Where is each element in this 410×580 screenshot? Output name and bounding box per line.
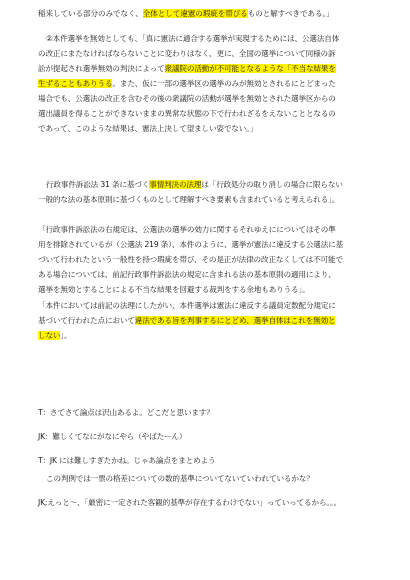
text: ものと解すべきである。」: [247, 9, 334, 18]
paragraph-2: [38, 31, 396, 136]
text-line: [38, 222, 396, 237]
highlighted-text: 事情判決の法理: [149, 180, 202, 189]
text-line: [38, 267, 396, 282]
highlighted-text: 違法である旨を判事するにとどめ、選挙自体はこれを無効と: [134, 316, 336, 325]
text: 選出議員を得ることができないままの異常な状態の下で行われざるをえないこととなるの: [38, 109, 336, 118]
highlighted-text: しない: [38, 331, 61, 340]
text: 「行政事件訴訟法の右規定は、公選法の選挙の効力に関するそれゆえにについてはその準: [38, 225, 336, 234]
text: 基づいて行われた点において: [38, 316, 135, 325]
text-line: [38, 237, 396, 252]
text-line: [38, 192, 396, 207]
text-line: [38, 298, 396, 313]
text: づいて行われたという一般性を持つ瑕疵を帯び、その是正が法律の改正なくしては不可能で: [38, 255, 343, 264]
text: 。また、仮に一部の選挙区の選挙のみが無効とされるにとどまった: [112, 79, 336, 88]
text: 選挙を無効とすることによる不当な結果を回避する裁判をする余地もありうる」。: [38, 285, 310, 294]
text: 訟が提起され選挙無効の判決によって: [38, 64, 165, 73]
highlighted-text: 生ずることもありうる: [38, 79, 113, 88]
text-line: [38, 76, 396, 91]
text: 稲来している部分のみでなく、: [38, 9, 143, 18]
text: 一般的な法の基本原則に基づくものとして理解すべき要素も含まれていると考えられる」。: [38, 195, 340, 204]
dialogue-line: JK;えっと〜、「厳密に一定された客観的基準が存在するわけでない」っていってるから。。。: [38, 498, 342, 507]
dialogue-line: この判例では一票の格差についての数的基準についてないていわれているかな？: [46, 474, 314, 483]
highlighted-text: 衆議院の活動が不可能となるような「不当な結果を: [164, 64, 336, 73]
text-line: [38, 106, 396, 121]
dialogue: [38, 404, 396, 518]
dialogue-line: JK：難しくてなにがなにやら（やばたーん）: [38, 432, 187, 441]
text: ある場合については、前記行政事件訴訟法の規定に含まれる法の基本原則の適用により、: [38, 270, 336, 279]
paragraph-5: [38, 298, 396, 343]
text-line: [38, 252, 396, 267]
text: 場合でも、公選法の改正を含むその後の衆議院の活動が選挙を無効とされた選挙区からの: [38, 94, 336, 103]
text-line: [38, 31, 396, 46]
text-line: [38, 328, 396, 343]
text: であって、このような結果は、憲法上決して望ましい姿でない。」: [38, 124, 258, 133]
paragraph-3: [38, 177, 396, 207]
text: 「本件においては前記の法理にしたがい、本件選挙は憲法に違反する議員定数配分規定に: [38, 301, 336, 310]
text-line: [38, 61, 396, 76]
text-line: [38, 282, 396, 297]
dialogue-line: T：JK には難しすぎたかね。じゃあ論点をまとめよう: [38, 456, 216, 465]
text: は「行政処分の取り消しの場合に限らない: [201, 180, 343, 189]
text-line: [38, 177, 396, 192]
text: 用を排除されているが（公選法 219 条）、本件のように、選挙が憲法に違反する公選法に基: [38, 240, 344, 249]
text-line: [38, 46, 396, 61]
text: の改正にまたなければならないことに変わりはなく、更に、全国の選挙について同様の訴: [38, 49, 336, 58]
text: ②本件選挙を無効としても、「真に憲法に適合する選挙が実現するためには、公選法自体: [46, 34, 340, 43]
dialogue-line: T：さてさて論点は沢山あるよ。どこだと思います？: [38, 408, 214, 417]
text: 行政事件訴訟法 31 条に基づく: [46, 180, 150, 189]
text-line: [38, 91, 396, 106]
paragraph-intro: [38, 8, 396, 19]
highlighted-text: 全体として違憲の瑕疵を帯びる: [142, 9, 248, 18]
text-line: [38, 121, 396, 136]
text-line: [38, 313, 396, 328]
paragraph-4: [38, 222, 396, 297]
text: 」。: [60, 331, 72, 340]
